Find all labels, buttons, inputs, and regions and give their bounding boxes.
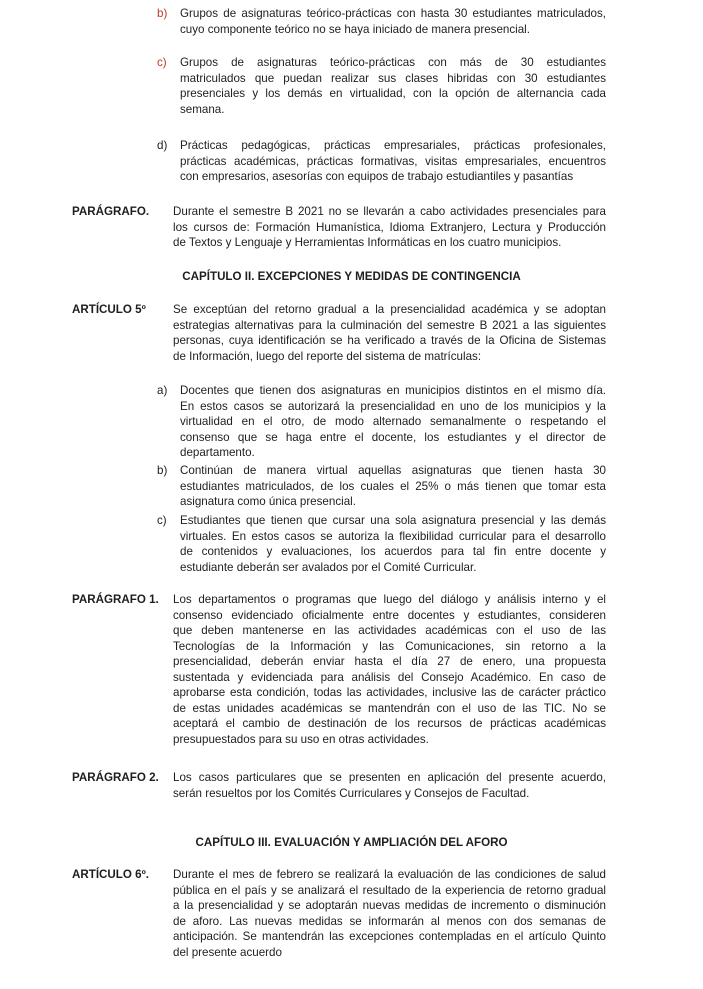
list-marker: a) — [157, 384, 168, 397]
text-line: Tecnologías de la Información y las Comunicaciones, sin retorno a la — [173, 639, 606, 653]
chapter-heading: CAPÍTULO II. EXCEPCIONES Y MEDIDAS DE CONTINGENCIA — [182, 270, 521, 283]
text-line: Docentes que tienen dos asignaturas en municipios distintos en el mismo día. — [180, 384, 606, 397]
paragrafo-label: PARÁGRAFO. — [72, 205, 150, 218]
list-item-text — [180, 513, 606, 575]
text-line: pública en el país y se analizará el resultado de la experiencia de retorno gradual — [173, 883, 606, 897]
text-line: a la presencialidad y se adoptarán nuevas medidas de incremento o disminución — [173, 899, 606, 912]
articulo-label: ARTÍCULO 5º — [72, 303, 146, 316]
list-item-text — [180, 138, 606, 185]
text-line: consenso evidenciado oficialmente entre docentes y estudiantes, consideren — [173, 608, 606, 622]
text-line: del presente acuerdo — [173, 945, 282, 959]
list-item-text — [180, 383, 606, 461]
list-marker: c) — [157, 56, 167, 69]
text-line: virtuales. En estos casos se autoriza la flexibilidad curricular para el desarrollo — [180, 529, 606, 543]
list-marker: b) — [157, 7, 168, 20]
text-line: de Información, luego del reporte del sistema de matrículas: — [173, 349, 482, 363]
text-line: Grupos de asignaturas teórico-prácticas con más de 30 estudiantes — [180, 56, 606, 69]
text-line: estudiante deberán ser avalados por el Comité Curricular. — [180, 560, 477, 574]
text-line: personas, cuya identificación se ha verificado a través de la Oficina de Sistemas — [173, 334, 606, 347]
text-line: presencialidad, deberán enviar hasta el día 27 de enero, una propuesta — [173, 655, 606, 668]
articulo-text — [173, 867, 606, 960]
text-line: Durante el mes de febrero se realizará la evaluación de las condiciones de salud — [173, 868, 606, 881]
text-line: con empresarios, asesorías con equipos de trabajo estudiantiles y pasantías — [180, 170, 574, 183]
text-line: Los departamentos o programas que luego del diálogo y análisis interno y el — [173, 593, 606, 606]
text-line: cuyo componente teórico no se haya iniciado de manera presencial. — [180, 22, 530, 36]
list-item-text — [180, 6, 606, 37]
articulo-text — [173, 302, 606, 364]
text-line: de Textos y Lenguaje y Herramientas Informáticas en los cuatro municipios. — [173, 236, 562, 249]
text-line: semana. — [180, 102, 225, 116]
text-line: matriculados que puedan realizar sus clases hibridas con 30 estudiantes — [180, 71, 606, 85]
paragrafo-text — [173, 204, 606, 251]
chapter-heading: CAPÍTULO III. EVALUACIÓN Y AMPLIACIÓN DEL AFORO — [195, 836, 508, 849]
text-line: aceptará el cambio de destinación de los recursos de prácticas académicas — [173, 717, 606, 730]
text-line: En estos casos se autorizará la presencialidad en uno de los municipios y la — [180, 399, 606, 413]
text-line: de aforo. Las nuevas medidas se informarán al menos con dos semanas de — [173, 914, 606, 928]
text-line: Continúan de manera virtual aquellas asignaturas que tienen hasta 30 — [180, 464, 606, 477]
text-line: departamento. — [180, 446, 255, 459]
articulo-label: ARTÍCULO 6º. — [72, 868, 150, 881]
text-line: asignatura como única presencial. — [180, 495, 356, 508]
text-line: Los casos particulares que se presenten en aplicación del presente acuerdo, — [173, 771, 606, 784]
text-line: los cursos de: Formación Humanística, Idioma Extranjero, Lectura y Producción — [173, 220, 606, 234]
text-line: Durante el semestre B 2021 no se llevarán a cabo actividades presenciales para — [173, 205, 606, 218]
text-line: de contenidos y evaluaciones, los acuerdos para tal fin entre docente y — [180, 545, 606, 558]
list-item-text — [180, 55, 606, 117]
list-marker: b) — [157, 464, 168, 477]
paragrafo-label: PARÁGRAFO 1. — [72, 593, 159, 606]
text-line: Prácticas pedagógicas, prácticas empresariales, prácticas profesionales, — [180, 139, 606, 152]
text-line: estudiantes matriculados, de los cuales el 25% o más tienen que tomar esta — [180, 479, 606, 493]
text-line: Estudiantes que tienen que cursar una sola asignatura presencial y las demás — [180, 514, 606, 527]
text-line: consenso que se haga entre el docente, los estudiantes y el director de — [180, 430, 606, 444]
list-marker: c) — [157, 514, 167, 527]
text-line: sustentada y evidenciada para análisis del Consejo Académico. En caso de — [173, 670, 606, 684]
text-line: presenciales y los demás en virtualidad, con la opción de alternancia cada — [180, 87, 606, 100]
text-line: virtualidad en el otro, de modo alternado semanalmente o respetando el — [180, 415, 606, 428]
text-line: Grupos de asignaturas teórico-prácticas con hasta 30 estudiantes matriculados, — [180, 7, 606, 20]
paragrafo-label: PARÁGRAFO 2. — [72, 771, 159, 784]
text-line: serán resueltos por los Comités Curriculares y Consejos de Facultad. — [173, 786, 530, 800]
text-line: aprobarse esta condición, todas las actividades, inclusive las de carácter práctico — [173, 686, 606, 699]
text-line: anticipación. Se mantendrán las excepciones contempladas en el artículo Quinto — [173, 930, 606, 943]
text-line: estrategias alternativas para la culminación del semestre B 2021 a las siguientes — [173, 318, 606, 332]
text-line: que deben mantenerse en las actividades académicas con el uso de las — [173, 624, 606, 637]
paragrafo-text — [173, 770, 606, 801]
list-marker: d) — [157, 139, 168, 152]
list-item-text — [180, 463, 606, 510]
paragrafo-text — [173, 592, 606, 747]
text-line: prácticas académicas, prácticas formativas, visitas empresariales, encuentros — [180, 154, 606, 168]
text-line: presupuestados para su uso en otras actividades. — [173, 732, 429, 746]
text-line: de estas unidades académicas se mantendrán con el uso de las TIC. No se — [173, 701, 606, 715]
text-line: Se exceptúan del retorno gradual a la presencialidad académica y se adoptan — [173, 303, 606, 316]
